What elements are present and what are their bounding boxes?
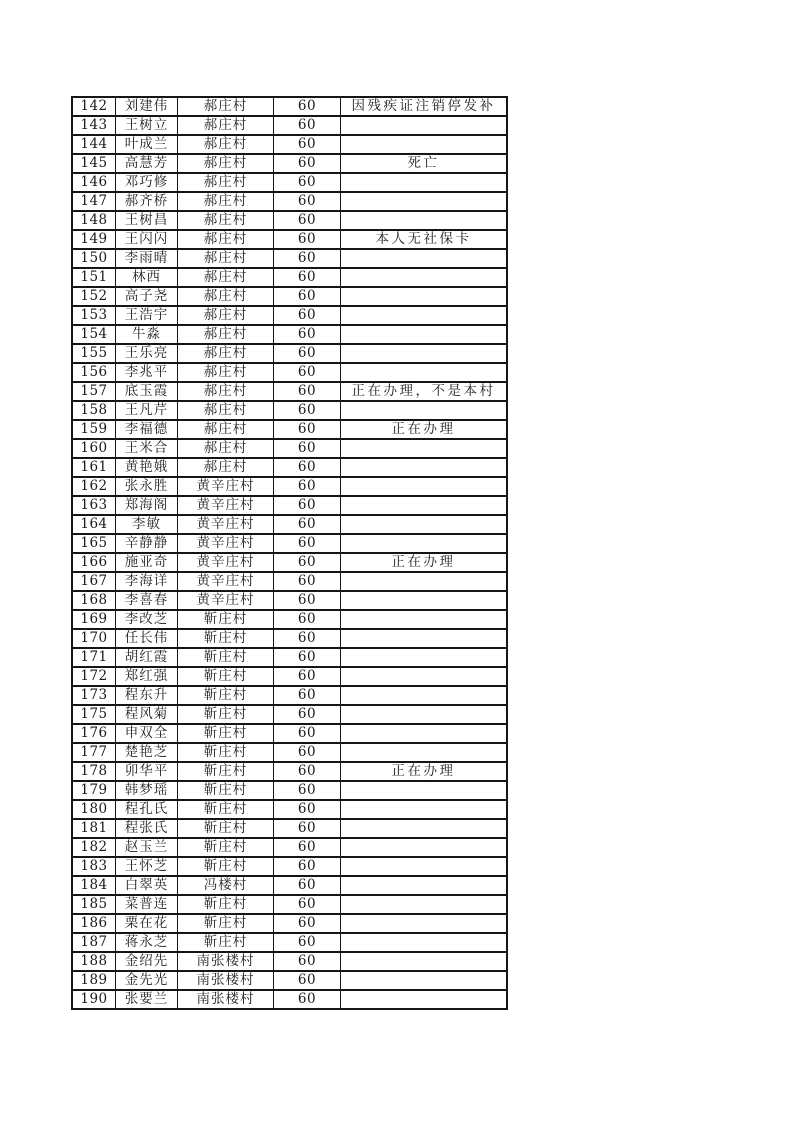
village-cell: 靳庄村 <box>178 857 274 876</box>
amount-cell: 60 <box>274 97 341 116</box>
remark-cell <box>341 610 508 629</box>
village-cell: 郝庄村 <box>178 192 274 211</box>
village-cell: 冯楼村 <box>178 876 274 895</box>
remark-cell <box>341 192 508 211</box>
amount-cell: 60 <box>274 154 341 173</box>
village-cell: 郝庄村 <box>178 230 274 249</box>
village-cell: 南张楼村 <box>178 990 274 1009</box>
person-name-cell: 高慧芳 <box>116 154 178 173</box>
table-row <box>72 610 507 629</box>
amount-cell: 60 <box>274 287 341 306</box>
table-row <box>72 458 507 477</box>
row-number-cell: 145 <box>72 154 116 173</box>
table-row <box>72 382 507 401</box>
remark-cell <box>341 686 508 705</box>
table-row <box>72 211 507 230</box>
amount-cell: 60 <box>274 477 341 496</box>
remark-cell: 本人无社保卡 <box>341 230 508 249</box>
village-cell: 黄辛庄村 <box>178 572 274 591</box>
table-row <box>72 933 507 952</box>
remark-cell <box>341 572 508 591</box>
amount-cell: 60 <box>274 515 341 534</box>
person-name-cell: 张要兰 <box>116 990 178 1009</box>
remark-cell <box>341 116 508 135</box>
amount-cell: 60 <box>274 591 341 610</box>
person-name-cell: 王乐亮 <box>116 344 178 363</box>
village-cell: 靳庄村 <box>178 629 274 648</box>
amount-cell: 60 <box>274 173 341 192</box>
person-name-cell: 叶成兰 <box>116 135 178 154</box>
row-number-cell: 190 <box>72 990 116 1009</box>
row-number-cell: 148 <box>72 211 116 230</box>
row-number-cell: 184 <box>72 876 116 895</box>
amount-cell: 60 <box>274 325 341 344</box>
village-cell: 靳庄村 <box>178 800 274 819</box>
person-name-cell: 白翠英 <box>116 876 178 895</box>
amount-cell: 60 <box>274 857 341 876</box>
row-number-cell: 152 <box>72 287 116 306</box>
row-number-cell: 160 <box>72 439 116 458</box>
table-row <box>72 895 507 914</box>
remark-cell <box>341 876 508 895</box>
remark-cell <box>341 363 508 382</box>
row-number-cell: 186 <box>72 914 116 933</box>
village-cell: 黄辛庄村 <box>178 477 274 496</box>
row-number-cell: 157 <box>72 382 116 401</box>
person-name-cell: 邓巧修 <box>116 173 178 192</box>
amount-cell: 60 <box>274 268 341 287</box>
table-row <box>72 325 507 344</box>
table-row <box>72 268 507 287</box>
village-cell: 靳庄村 <box>178 838 274 857</box>
village-cell: 靳庄村 <box>178 686 274 705</box>
village-cell: 靳庄村 <box>178 781 274 800</box>
person-name-cell: 辛静静 <box>116 534 178 553</box>
remark-cell <box>341 344 508 363</box>
remark-cell <box>341 496 508 515</box>
table-row <box>72 135 507 154</box>
amount-cell: 60 <box>274 116 341 135</box>
person-name-cell: 黄艳娥 <box>116 458 178 477</box>
amount-cell: 60 <box>274 895 341 914</box>
table-row <box>72 686 507 705</box>
village-cell: 靳庄村 <box>178 705 274 724</box>
table-row <box>72 591 507 610</box>
person-name-cell: 楚艳芝 <box>116 743 178 762</box>
village-cell: 郝庄村 <box>178 306 274 325</box>
person-name-cell: 李改芝 <box>116 610 178 629</box>
amount-cell: 60 <box>274 762 341 781</box>
village-cell: 郝庄村 <box>178 458 274 477</box>
remark-cell <box>341 781 508 800</box>
remark-cell <box>341 838 508 857</box>
remark-cell <box>341 306 508 325</box>
village-cell: 靳庄村 <box>178 895 274 914</box>
remark-cell <box>341 895 508 914</box>
row-number-cell: 161 <box>72 458 116 477</box>
table-row <box>72 914 507 933</box>
amount-cell: 60 <box>274 420 341 439</box>
row-number-cell: 162 <box>72 477 116 496</box>
remark-cell <box>341 933 508 952</box>
row-number-cell: 166 <box>72 553 116 572</box>
person-name-cell: 郑红强 <box>116 667 178 686</box>
amount-cell: 60 <box>274 686 341 705</box>
table-row <box>72 781 507 800</box>
person-name-cell: 卯华平 <box>116 762 178 781</box>
amount-cell: 60 <box>274 458 341 477</box>
table-row <box>72 648 507 667</box>
village-cell: 靳庄村 <box>178 724 274 743</box>
amount-cell: 60 <box>274 211 341 230</box>
remark-cell <box>341 971 508 990</box>
table-row <box>72 857 507 876</box>
village-cell: 郝庄村 <box>178 325 274 344</box>
person-name-cell: 蒋永芝 <box>116 933 178 952</box>
table-row <box>72 306 507 325</box>
remark-cell: 正在办理，不是本村 <box>341 382 508 401</box>
person-name-cell: 李海详 <box>116 572 178 591</box>
row-number-cell: 163 <box>72 496 116 515</box>
row-number-cell: 183 <box>72 857 116 876</box>
village-cell: 郝庄村 <box>178 344 274 363</box>
person-name-cell: 张永胜 <box>116 477 178 496</box>
person-name-cell: 任长伟 <box>116 629 178 648</box>
remark-cell: 正在办理 <box>341 420 508 439</box>
row-number-cell: 170 <box>72 629 116 648</box>
row-number-cell: 153 <box>72 306 116 325</box>
remark-cell <box>341 515 508 534</box>
amount-cell: 60 <box>274 781 341 800</box>
village-cell: 郝庄村 <box>178 268 274 287</box>
table-row <box>72 952 507 971</box>
person-name-cell: 赵玉兰 <box>116 838 178 857</box>
person-name-cell: 金绍先 <box>116 952 178 971</box>
table-row <box>72 287 507 306</box>
amount-cell: 60 <box>274 382 341 401</box>
table-row <box>72 230 507 249</box>
row-number-cell: 147 <box>72 192 116 211</box>
village-cell: 郝庄村 <box>178 173 274 192</box>
village-cell: 郝庄村 <box>178 420 274 439</box>
amount-cell: 60 <box>274 572 341 591</box>
table-row <box>72 762 507 781</box>
row-number-cell: 149 <box>72 230 116 249</box>
remark-cell <box>341 249 508 268</box>
person-name-cell: 王怀芝 <box>116 857 178 876</box>
amount-cell: 60 <box>274 401 341 420</box>
row-number-cell: 155 <box>72 344 116 363</box>
amount-cell: 60 <box>274 363 341 382</box>
row-number-cell: 164 <box>72 515 116 534</box>
village-cell: 郝庄村 <box>178 401 274 420</box>
amount-cell: 60 <box>274 610 341 629</box>
person-name-cell: 李雨晴 <box>116 249 178 268</box>
amount-cell: 60 <box>274 743 341 762</box>
person-name-cell: 李敏 <box>116 515 178 534</box>
village-cell: 南张楼村 <box>178 971 274 990</box>
person-name-cell: 郑海阁 <box>116 496 178 515</box>
person-name-cell: 底玉霞 <box>116 382 178 401</box>
amount-cell: 60 <box>274 192 341 211</box>
person-name-cell: 程张氏 <box>116 819 178 838</box>
table-row <box>72 572 507 591</box>
row-number-cell: 176 <box>72 724 116 743</box>
table-row <box>72 743 507 762</box>
remark-cell <box>341 534 508 553</box>
person-name-cell: 王树昌 <box>116 211 178 230</box>
village-cell: 郝庄村 <box>178 211 274 230</box>
amount-cell: 60 <box>274 952 341 971</box>
row-number-cell: 154 <box>72 325 116 344</box>
village-cell: 靳庄村 <box>178 914 274 933</box>
person-name-cell: 王树立 <box>116 116 178 135</box>
table-row <box>72 116 507 135</box>
row-number-cell: 187 <box>72 933 116 952</box>
remark-cell <box>341 724 508 743</box>
person-name-cell: 金先光 <box>116 971 178 990</box>
remark-cell <box>341 648 508 667</box>
amount-cell: 60 <box>274 724 341 743</box>
person-name-cell: 胡红霞 <box>116 648 178 667</box>
amount-cell: 60 <box>274 838 341 857</box>
table-row <box>72 838 507 857</box>
row-number-cell: 177 <box>72 743 116 762</box>
village-cell: 郝庄村 <box>178 439 274 458</box>
village-cell: 靳庄村 <box>178 819 274 838</box>
remark-cell <box>341 268 508 287</box>
person-name-cell: 程东升 <box>116 686 178 705</box>
table-row <box>72 971 507 990</box>
table-row <box>72 154 507 173</box>
row-number-cell: 185 <box>72 895 116 914</box>
person-name-cell: 李喜春 <box>116 591 178 610</box>
row-number-cell: 180 <box>72 800 116 819</box>
row-number-cell: 171 <box>72 648 116 667</box>
row-number-cell: 175 <box>72 705 116 724</box>
remark-cell <box>341 135 508 154</box>
row-number-cell: 173 <box>72 686 116 705</box>
village-cell: 靳庄村 <box>178 762 274 781</box>
table-row <box>72 97 507 116</box>
table-row <box>72 876 507 895</box>
person-name-cell: 王米合 <box>116 439 178 458</box>
amount-cell: 60 <box>274 914 341 933</box>
village-cell: 黄辛庄村 <box>178 515 274 534</box>
remark-cell <box>341 819 508 838</box>
row-number-cell: 181 <box>72 819 116 838</box>
person-name-cell: 王凡芹 <box>116 401 178 420</box>
remark-cell <box>341 990 508 1009</box>
village-cell: 黄辛庄村 <box>178 553 274 572</box>
amount-cell: 60 <box>274 553 341 572</box>
person-name-cell: 程孔氏 <box>116 800 178 819</box>
table-row <box>72 990 507 1009</box>
person-name-cell: 牛淼 <box>116 325 178 344</box>
amount-cell: 60 <box>274 230 341 249</box>
table-row <box>72 401 507 420</box>
person-name-cell: 李兆平 <box>116 363 178 382</box>
amount-cell: 60 <box>274 990 341 1009</box>
remark-cell <box>341 401 508 420</box>
village-cell: 郝庄村 <box>178 97 274 116</box>
village-cell: 郝庄村 <box>178 363 274 382</box>
person-name-cell: 申双全 <box>116 724 178 743</box>
amount-cell: 60 <box>274 800 341 819</box>
amount-cell: 60 <box>274 629 341 648</box>
person-name-cell: 刘建伟 <box>116 97 178 116</box>
amount-cell: 60 <box>274 496 341 515</box>
row-number-cell: 179 <box>72 781 116 800</box>
amount-cell: 60 <box>274 819 341 838</box>
amount-cell: 60 <box>274 971 341 990</box>
person-name-cell: 高子尧 <box>116 287 178 306</box>
row-number-cell: 142 <box>72 97 116 116</box>
amount-cell: 60 <box>274 135 341 154</box>
amount-cell: 60 <box>274 667 341 686</box>
amount-cell: 60 <box>274 534 341 553</box>
row-number-cell: 172 <box>72 667 116 686</box>
remark-cell <box>341 173 508 192</box>
person-name-cell: 王浩宇 <box>116 306 178 325</box>
table-row <box>72 173 507 192</box>
table-body <box>72 97 507 1009</box>
row-number-cell: 158 <box>72 401 116 420</box>
person-name-cell: 韩梦瑶 <box>116 781 178 800</box>
remark-cell <box>341 743 508 762</box>
row-number-cell: 165 <box>72 534 116 553</box>
village-cell: 郝庄村 <box>178 287 274 306</box>
row-number-cell: 178 <box>72 762 116 781</box>
table-row <box>72 192 507 211</box>
row-number-cell: 182 <box>72 838 116 857</box>
village-cell: 黄辛庄村 <box>178 591 274 610</box>
row-number-cell: 144 <box>72 135 116 154</box>
table-row <box>72 705 507 724</box>
remark-cell <box>341 325 508 344</box>
row-number-cell: 146 <box>72 173 116 192</box>
subsidy-roster-table <box>71 96 508 1010</box>
row-number-cell: 168 <box>72 591 116 610</box>
remark-cell <box>341 477 508 496</box>
amount-cell: 60 <box>274 249 341 268</box>
table-row <box>72 667 507 686</box>
table-row <box>72 420 507 439</box>
village-cell: 南张楼村 <box>178 952 274 971</box>
table-row <box>72 439 507 458</box>
remark-cell <box>341 800 508 819</box>
amount-cell: 60 <box>274 933 341 952</box>
remark-cell <box>341 629 508 648</box>
remark-cell <box>341 705 508 724</box>
remark-cell <box>341 914 508 933</box>
village-cell: 郝庄村 <box>178 154 274 173</box>
row-number-cell: 159 <box>72 420 116 439</box>
table-row <box>72 496 507 515</box>
table-row <box>72 344 507 363</box>
table-row <box>72 249 507 268</box>
village-cell: 郝庄村 <box>178 135 274 154</box>
amount-cell: 60 <box>274 306 341 325</box>
table-row <box>72 724 507 743</box>
row-number-cell: 156 <box>72 363 116 382</box>
row-number-cell: 189 <box>72 971 116 990</box>
village-cell: 郝庄村 <box>178 382 274 401</box>
remark-cell <box>341 211 508 230</box>
remark-cell <box>341 591 508 610</box>
remark-cell <box>341 667 508 686</box>
person-name-cell: 李福德 <box>116 420 178 439</box>
person-name-cell: 程风菊 <box>116 705 178 724</box>
remark-cell <box>341 287 508 306</box>
remark-cell: 死亡 <box>341 154 508 173</box>
village-cell: 靳庄村 <box>178 933 274 952</box>
person-name-cell: 菜普连 <box>116 895 178 914</box>
row-number-cell: 167 <box>72 572 116 591</box>
table-row <box>72 477 507 496</box>
row-number-cell: 150 <box>72 249 116 268</box>
row-number-cell: 151 <box>72 268 116 287</box>
remark-cell: 因残疾证注销停发补 <box>341 97 508 116</box>
remark-cell: 正在办理 <box>341 553 508 572</box>
table-row <box>72 629 507 648</box>
remark-cell <box>341 857 508 876</box>
person-name-cell: 施亚奇 <box>116 553 178 572</box>
row-number-cell: 169 <box>72 610 116 629</box>
table-row <box>72 819 507 838</box>
person-name-cell: 郝齐桥 <box>116 192 178 211</box>
row-number-cell: 188 <box>72 952 116 971</box>
village-cell: 郝庄村 <box>178 249 274 268</box>
table-row <box>72 553 507 572</box>
person-name-cell: 林西 <box>116 268 178 287</box>
table-row <box>72 515 507 534</box>
amount-cell: 60 <box>274 648 341 667</box>
person-name-cell: 王闪闪 <box>116 230 178 249</box>
table-row <box>72 800 507 819</box>
remark-cell <box>341 458 508 477</box>
remark-cell <box>341 952 508 971</box>
row-number-cell: 143 <box>72 116 116 135</box>
person-name-cell: 栗在花 <box>116 914 178 933</box>
village-cell: 靳庄村 <box>178 667 274 686</box>
village-cell: 黄辛庄村 <box>178 534 274 553</box>
amount-cell: 60 <box>274 439 341 458</box>
amount-cell: 60 <box>274 344 341 363</box>
village-cell: 黄辛庄村 <box>178 496 274 515</box>
village-cell: 郝庄村 <box>178 116 274 135</box>
village-cell: 靳庄村 <box>178 610 274 629</box>
amount-cell: 60 <box>274 876 341 895</box>
remark-cell <box>341 439 508 458</box>
table-row <box>72 363 507 382</box>
table-row <box>72 534 507 553</box>
village-cell: 靳庄村 <box>178 743 274 762</box>
village-cell: 靳庄村 <box>178 648 274 667</box>
remark-cell: 正在办理 <box>341 762 508 781</box>
amount-cell: 60 <box>274 705 341 724</box>
